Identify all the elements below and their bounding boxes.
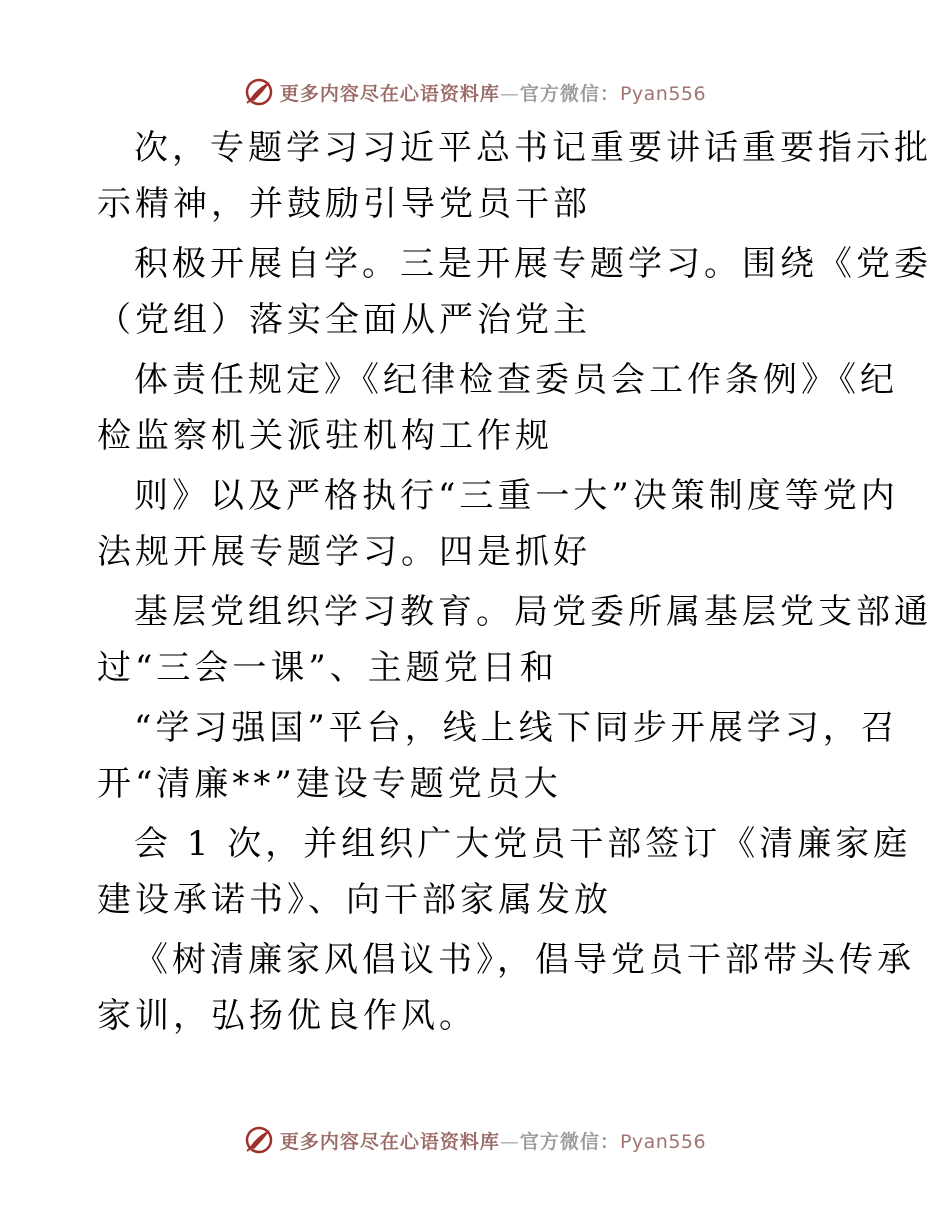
quill-pen-logo-icon — [244, 77, 274, 107]
paragraph-line: 检监察机关派驻机构工作规 — [97, 416, 553, 456]
header-watermark — [0, 72, 950, 112]
watermark-main: 更多内容尽在心语资料库 — [279, 82, 500, 105]
paragraph-line: 基层党组织学习教育。局党委所属基层党支部通 — [134, 592, 932, 632]
watermark-main: 更多内容尽在心语资料库 — [279, 1130, 500, 1153]
paragraph-line: 建设承诺书》、向干部家属发放 — [97, 880, 612, 920]
footer-watermark — [0, 1120, 950, 1160]
paragraph-line: 会 1 次，并组织广大党员干部签订《清廉家庭 — [134, 824, 912, 864]
paragraph-line: 过“三会一课”、主题党日和 — [97, 648, 558, 688]
watermark-separator: — — [499, 1130, 520, 1153]
quill-pen-logo-icon — [244, 1125, 274, 1155]
paragraph-line: 则》以及严格执行“三重一大”决策制度等党内 — [134, 476, 899, 516]
watermark-text — [280, 79, 706, 106]
paragraph-line: 家训，弘扬优良作风。 — [97, 996, 477, 1036]
watermark-contact-label: 官方微信： — [519, 82, 620, 105]
watermark-separator: — — [499, 82, 520, 105]
paragraph-line: 示精神，并鼓励引导党员干部 — [97, 184, 591, 224]
watermark-contact-id: Pyan556 — [619, 1130, 707, 1153]
watermark-text — [280, 1127, 706, 1154]
watermark-contact-id: Pyan556 — [619, 82, 707, 105]
paragraph-line: 开“清廉**”建设专题党员大 — [97, 764, 562, 804]
paragraph-line: 次，专题学习习近平总书记重要讲话重要指示批 — [134, 128, 932, 168]
paragraph-line: 法规开展专题学习。四是抓好 — [97, 532, 591, 572]
paragraph-line: （党组）落实全面从严治党主 — [97, 300, 591, 340]
paragraph-line: 积极开展自学。三是开展专题学习。围绕《党委 — [134, 244, 932, 284]
paragraph-line: 体责任规定》《纪律检查委员会工作条例》《纪 — [134, 360, 898, 400]
paragraph-line: 《树清廉家风倡议书》，倡导党员干部带头传承 — [134, 940, 915, 980]
watermark-contact-label: 官方微信： — [519, 1130, 620, 1153]
paragraph-line: “学习强国”平台，线上线下同步开展学习，召 — [134, 708, 899, 748]
